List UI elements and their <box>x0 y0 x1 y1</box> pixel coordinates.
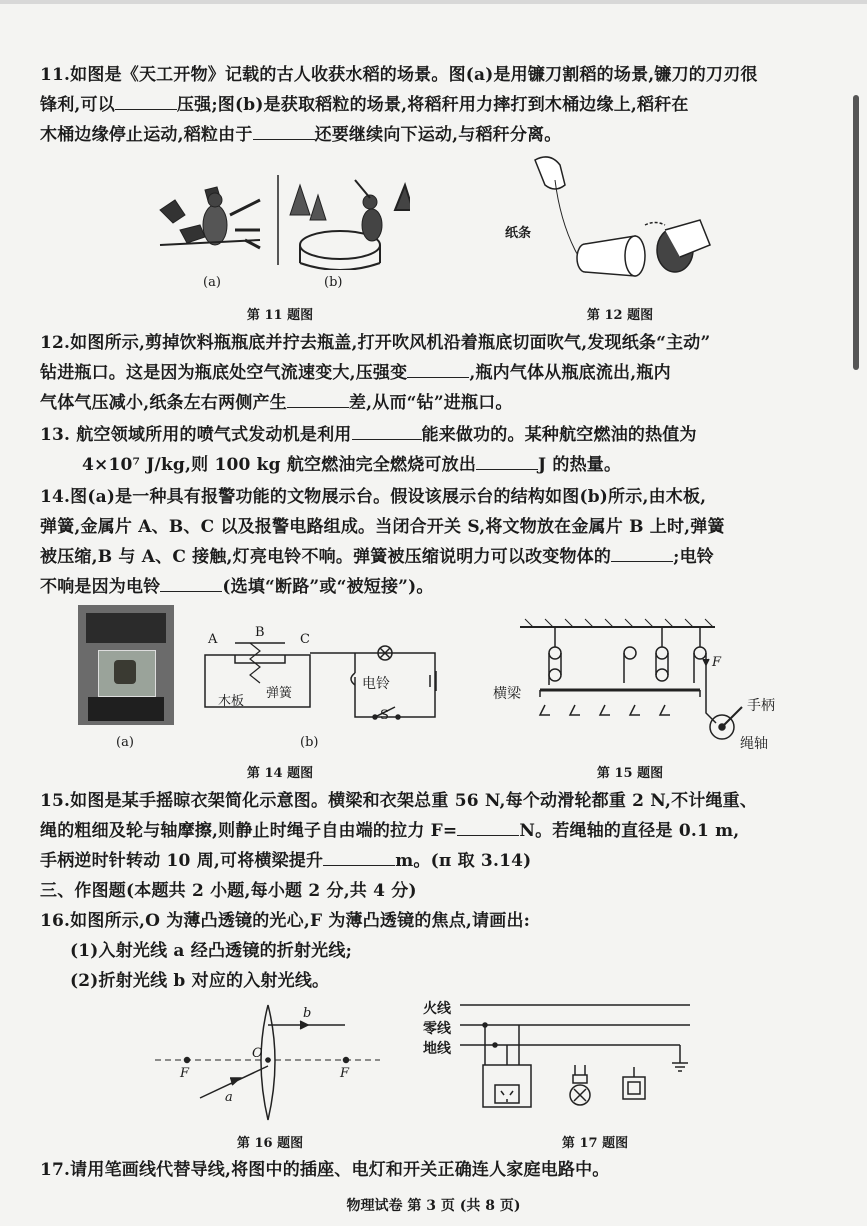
q14-blank-2[interactable] <box>160 573 222 592</box>
fig15-label-handle: 手柄 <box>747 698 775 714</box>
q13-blank-1[interactable] <box>352 421 422 440</box>
fig14-label-a: (a) <box>116 735 134 750</box>
fig15-clothes-rack-diagram <box>500 615 790 750</box>
fig16-label-F1: F <box>180 1066 190 1081</box>
figure-12-illustration <box>500 150 720 290</box>
q12-blank-2[interactable] <box>287 389 349 408</box>
fig11-label-b: (b) <box>324 275 343 290</box>
fig17-label-live: 火线 <box>423 1001 451 1017</box>
q13-blank-2[interactable] <box>476 451 538 470</box>
fig16-label-O: O <box>252 1046 263 1061</box>
hanger-icons <box>540 705 670 715</box>
q12-line-2: 钻进瓶口。这是因为瓶底处空气流速变大,压强变 ,瓶内气体从瓶底流出,瓶内 <box>40 358 830 388</box>
q11-line-1: 11.如图是《天工开物》记载的古人收获水稻的场景。图(a)是用镰刀割稻的场景,镰刀的刀刃很 <box>40 65 758 85</box>
fig11-caption: 第 11 题图 <box>246 308 314 323</box>
section-3-heading: 三、作图题(本题共 2 小题,每小题 2 分,共 4 分) <box>40 881 417 901</box>
fig14-display-photo <box>78 605 174 725</box>
fig14-label-B: B <box>255 625 265 640</box>
switch-box-icon <box>623 1077 645 1099</box>
question-12 <box>40 328 830 418</box>
fig12-caption: 第 12 题图 <box>586 308 654 323</box>
fig17-label-neutral: 零线 <box>423 1021 451 1037</box>
q14-line-4: 不响是因为电铃 (选填“断路”或“被短接”)。 <box>40 572 830 602</box>
q15-blank-2[interactable] <box>323 847 395 866</box>
fig17-caption: 第 17 题图 <box>561 1136 629 1151</box>
q11-line-3: 木桶边缘停止运动,稻粒由于 还要继续向下运动,与稻秆分离。 <box>40 120 830 150</box>
question-16 <box>40 906 830 996</box>
q15-line-1: 15.如图是某手摇晾衣架简化示意图。横梁和衣架总重 56 N,每个动滑轮都重 2 N,不计绳重、 <box>40 791 758 811</box>
fig16-label-F2: F <box>340 1066 350 1081</box>
q11-blank-1[interactable] <box>115 91 177 110</box>
q15-blank-1[interactable] <box>457 817 519 836</box>
hair-dryer-icon <box>645 220 710 272</box>
fig16-lens-diagram <box>150 1000 390 1125</box>
fig17-household-circuit <box>455 995 700 1125</box>
fig15-label-F: F <box>712 655 722 670</box>
question-13 <box>40 420 830 480</box>
fig17-label-ground: 地线 <box>423 1041 451 1057</box>
q13-line-2: 4×10⁷ J/kg,则 100 kg 航空燃油完全燃烧可放出 J 的热量。 <box>40 450 830 480</box>
fig14-label-b: (b) <box>300 735 319 750</box>
q13-line-1: 13. 航空领域所用的喷气式发动机是利用 能来做功的。某种航空燃油的热值为 <box>40 420 830 450</box>
q14-blank-1[interactable] <box>611 543 673 562</box>
q11-line-2: 锋利,可以 压强;图(b)是获取稻粒的场景,将稻秆用力摔打到木桶边缘上,稻秆在 <box>40 90 830 120</box>
fig11-label-a: (a) <box>203 275 221 290</box>
q12-line-3: 气体气压减小,纸条左右两侧产生 差,从而“钻”进瓶口。 <box>40 388 830 418</box>
rice-threshing-scene-b <box>290 180 410 270</box>
fig14-label-spring: 弹簧 <box>266 686 293 701</box>
fig14-label-board: 木板 <box>218 694 245 709</box>
fig16-label-a: a <box>225 1090 233 1105</box>
question-14 <box>40 482 830 602</box>
ground-symbol <box>672 1045 688 1071</box>
fig12-paper-label: 纸条 <box>505 226 532 241</box>
fig14-caption: 第 14 题图 <box>246 766 314 781</box>
handle-icon <box>722 707 742 727</box>
fig15-caption: 第 15 题图 <box>596 766 664 781</box>
fig14-label-bell: 电铃 <box>362 676 390 692</box>
q15-line-2: 绳的粗细及轮与轴摩擦,则静止时绳子自由端的拉力 F= N。若绳轴的直径是 0.1 m, <box>40 816 830 846</box>
q15-line-3: 手柄逆时针转动 10 周,可将横梁提升 m。(π 取 3.14) <box>40 846 830 876</box>
lamp-icon <box>570 1065 590 1105</box>
q12-line-1: 12.如图所示,剪掉饮料瓶瓶底并拧去瓶盖,打开吹风机沿着瓶底切面吹气,发现纸条“主动” <box>40 333 711 353</box>
fig15-label-beam: 横梁 <box>493 686 521 702</box>
question-11 <box>40 60 830 150</box>
q14-line-1: 14.图(a)是一种具有报警功能的文物展示台。假设该展示台的结构如图(b)所示,由木板, <box>40 487 707 507</box>
q16-line-2: (1)入射光线 a 经凸透镜的折射光线; <box>70 941 353 961</box>
fig16-caption: 第 16 题图 <box>236 1136 304 1151</box>
question-17 <box>40 1155 830 1185</box>
bottle-icon <box>577 236 645 276</box>
q11-blank-2[interactable] <box>253 121 315 140</box>
q14-line-3: 被压缩,B 与 A、C 接触,灯亮电铃不响。弹簧被压缩说明力可以改变物体的 ;电铃 <box>40 542 830 572</box>
top-edge <box>0 0 867 4</box>
fig14-label-A: A <box>208 632 218 647</box>
question-15 <box>40 786 830 876</box>
rice-harvest-scene-a <box>160 187 260 248</box>
figure-11-illustration <box>150 170 410 270</box>
fig14-label-S: S <box>380 708 389 723</box>
q12-blank-1[interactable] <box>407 359 469 378</box>
q14-line-2: 弹簧,金属片 A、B、C 以及报警电路组成。当闭合开关 S,将文物放在金属片 B 上时,弹簧 <box>40 517 725 537</box>
q16-line-3: (2)折射光线 b 对应的入射光线。 <box>70 971 330 991</box>
q16-line-1: 16.如图所示,O 为薄凸透镜的光心,F 为薄凸透镜的焦点,请画出: <box>40 911 531 931</box>
q17-line-1: 17.请用笔画线代替导线,将图中的插座、电灯和开关正确连人家庭电路中。 <box>40 1160 610 1180</box>
scrollbar[interactable] <box>853 95 859 370</box>
fig14-circuit-diagram <box>195 625 445 725</box>
page-footer: 物理试卷 第 3 页 (共 8 页) <box>346 1198 521 1214</box>
hand-icon <box>535 157 565 189</box>
fig15-label-axle: 绳轴 <box>740 736 768 752</box>
fig14-label-C: C <box>300 632 310 647</box>
fig16-label-b: b <box>303 1006 312 1021</box>
